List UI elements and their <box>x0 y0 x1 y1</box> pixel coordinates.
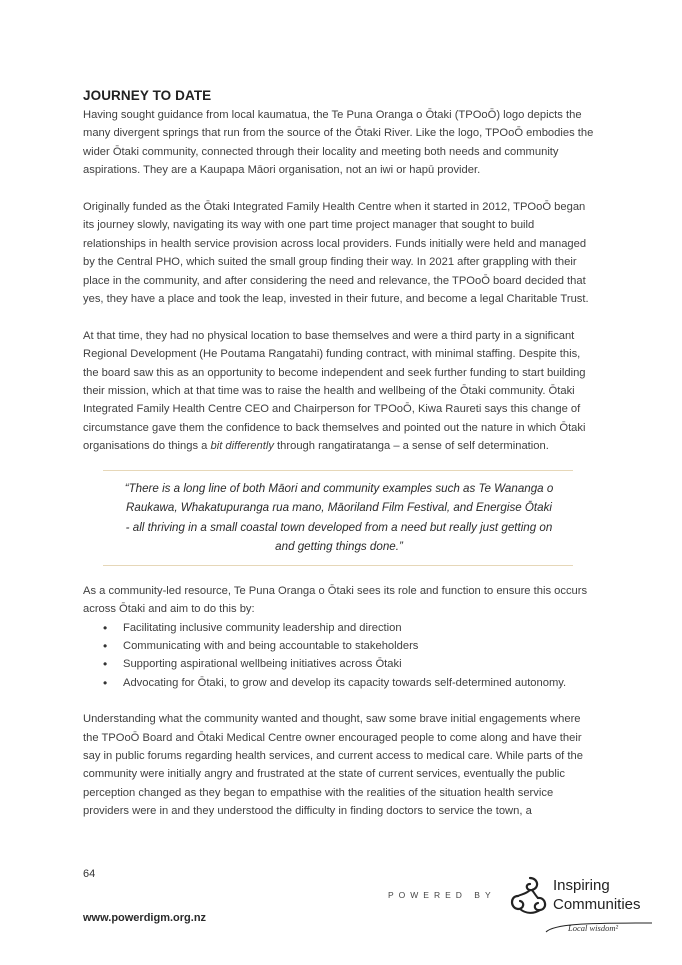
quote-bottom-divider <box>103 565 573 566</box>
footer-website-link[interactable]: www.powerdigm.org.nz <box>83 912 207 924</box>
paragraph-text-start: At that time, they had no physical location to base themselves and were a third party in a significant Regional Development (He Poutama Rangatahi) funding contract, with minimal staffing. Despite this, the board saw this as an opportunity to become independent and seek further funding to start building their mission, which at that time was to raise the health and wellbeing of the Ōtaki community. Ōtaki Integrated Family Health Centre CEO and Chairperson for TPOoŌ, Kiwa Raureti says this change of circumstance gave them the confidence to back themselves and pointed out the nature in which Ōtaki organisations do things a <box>83 329 586 453</box>
pull-quote <box>83 470 595 566</box>
emphasis-text: bit differently <box>210 440 274 453</box>
list-item: • Supporting aspirational wellbeing initiatives across Ōtaki <box>123 655 595 673</box>
paragraph-origins: Originally funded as the Ōtaki Integrated Family Health Centre when it started in 2012, TPOoŌ began its journey slowly, navigating its way with one part time project manager that sought to build relationships in health service provision across local providers. Funds initially were held and managed by the Central PHO, which suited the small group finding their way. In 2021 after grappling with their place in the community, and after considering the need and relevance, the TPOoŌ board decided that yes, they have a place and took the leap, invested in their future, and become a legal Charitable Trust. <box>83 201 589 306</box>
paragraph-engagement: Understanding what the community wanted and thought, saw some brave initial engagements where the TPOoŌ Board and Ōtaki Medical Centre owner encouraged people to come along and have their say in public forums regarding health services, and current access to medical care. While parts of the community were initially angry and frustrated at the state of current services, eventually the public perception changed as they began to empathise with the realities of the situation health service providers were in and they understood the difficulty in finding doctors to service the town, a <box>83 713 583 818</box>
logo-line-1: Inspiring <box>553 877 610 894</box>
logo-line-2: Communities <box>553 896 641 913</box>
inspiring-communities-logo <box>508 870 658 940</box>
main-content <box>83 88 595 821</box>
paragraph-logo: Having sought guidance from local kaumatua, the Te Puna Oranga o Ōtaki (TPOoŌ) logo depicts the many divergent springs that run from the source of the Ōtaki River. Like the logo, TPOoŌ embodies the wider Ōtaki community, connected through their locality and meeting both needs and community aspirations. They are a Kaupapa Māori organisation, not an iwi or hapū provider. <box>83 109 594 177</box>
paragraph-independence <box>83 327 595 456</box>
paragraph-text-end: through rangatiratanga – a sense of self determination. <box>273 440 549 453</box>
spiral-logo-icon <box>508 872 552 920</box>
aims-list <box>83 619 595 693</box>
page-number: 64 <box>83 868 96 880</box>
powered-by-label: POWERED BY <box>388 890 496 900</box>
list-item: • Advocating for Ōtaki, to grow and develop its capacity towards self-determined autonomy. <box>123 674 595 692</box>
list-item: • Facilitating inclusive community leadership and direction <box>123 619 595 637</box>
paragraph-role: As a community-led resource, Te Puna Oranga o Ōtaki sees its role and function to ensure this occurs across Ōtaki and aim to do this by: <box>83 584 588 616</box>
quote-text: “There is a long line of both Māori and community examples such as Te Wananga o Raukawa, Whakatupuranga rua mano, Māoriland Film Festival, and Energise Ōtaki - all thriving in a small coastal town developed from a need but really just getting on and getting things done.” <box>124 481 554 554</box>
list-item: • Communicating with and being accountable to stakeholders <box>123 637 595 655</box>
logo-tagline: Local wisdom² <box>568 923 619 933</box>
section-heading: JOURNEY TO DATE <box>83 88 212 103</box>
